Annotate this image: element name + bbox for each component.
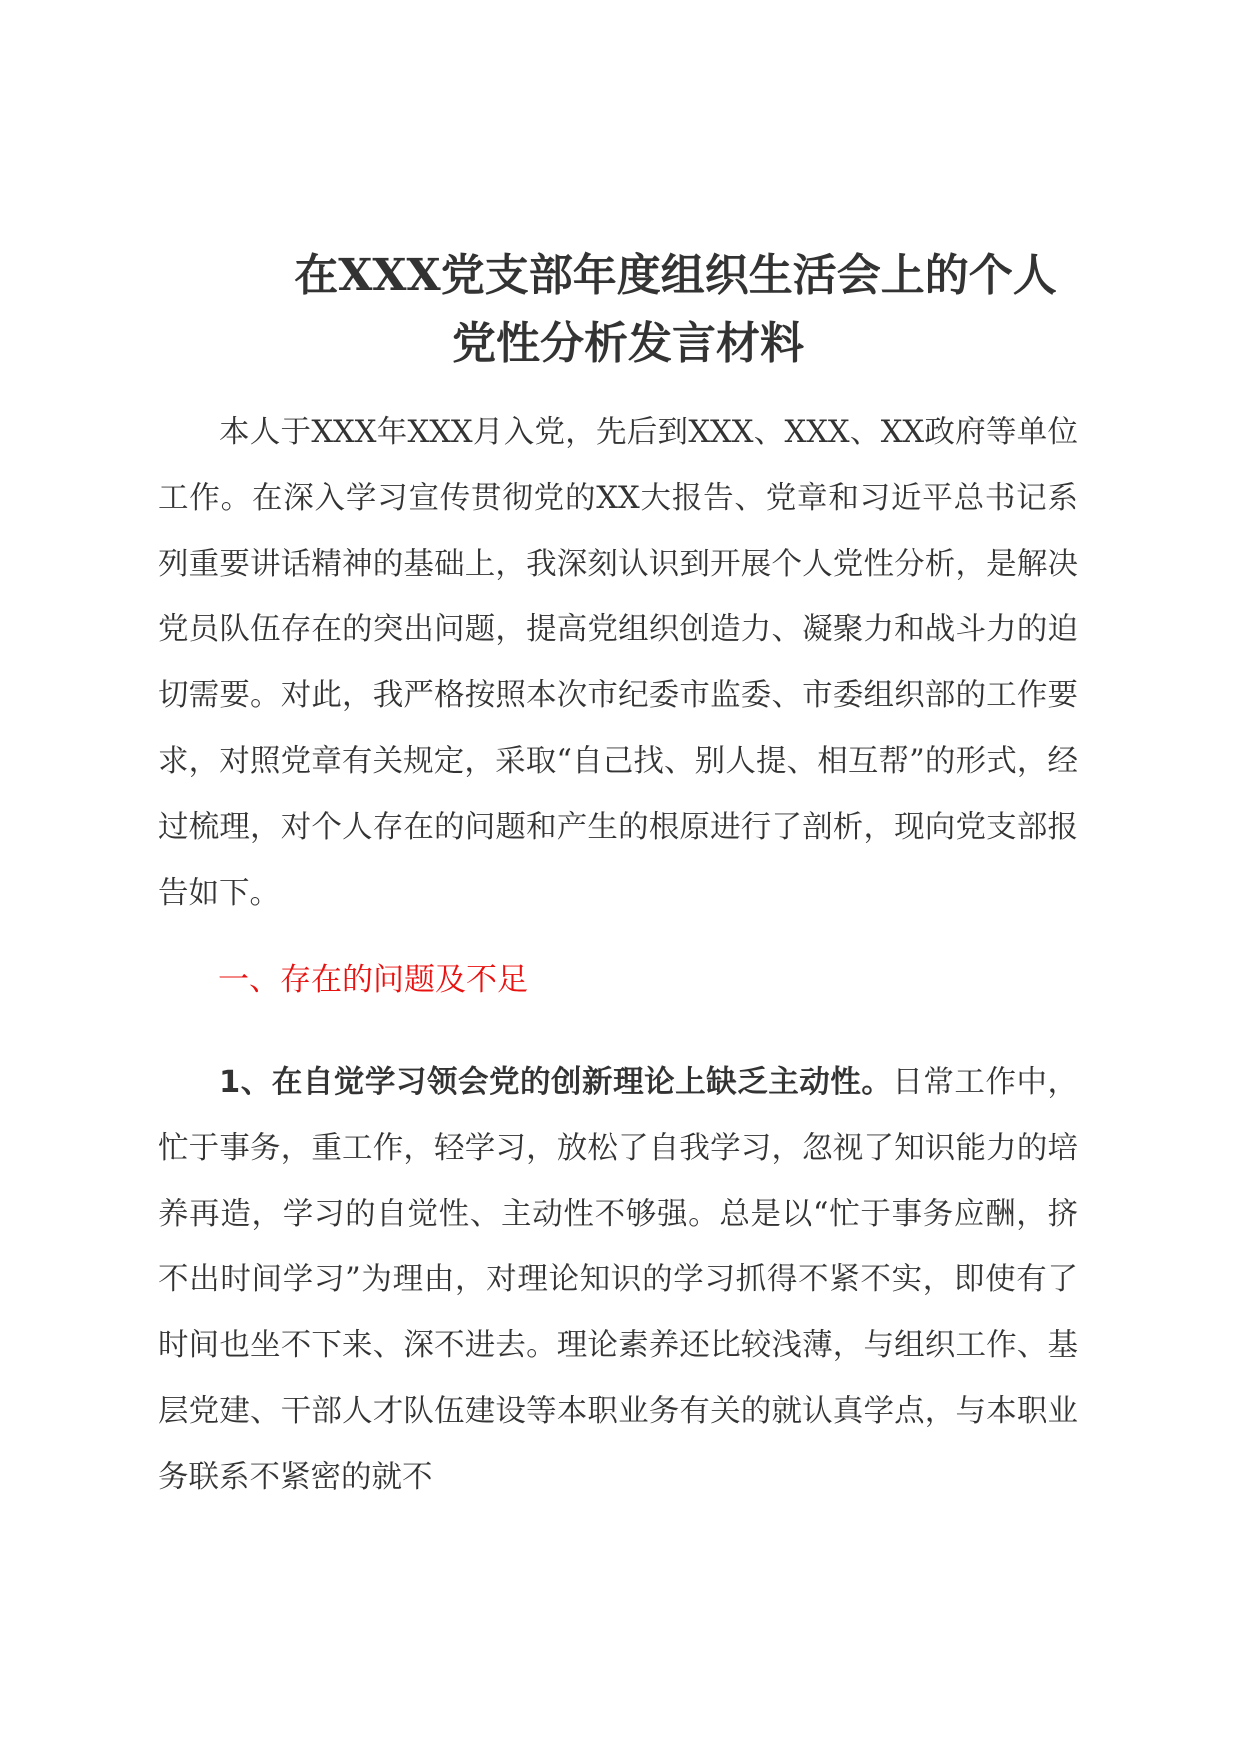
- title-line-2: 党性分析发言材料: [452, 318, 804, 369]
- title-line-1: 在XXX党支部年度组织生活会上的个人: [294, 250, 1057, 301]
- document-title: [158, 242, 1098, 378]
- intro-paragraph: 本人于XXX年XXX月入党，先后到XXX、XXX、XX政府等单位工作。在深入学习宣传贯彻党的XX大报告、党章和习近平总书记系列重要讲话精神的基础上，我深刻认识到开展个人党性分析，是解决党员队伍存在的突出问题，提高党组织创造力、凝聚力和战斗力的迫切需要。对此，我严格按照本次市纪委市监委、市委组织部的工作要求，对照党章有关规定，采取“自己找、别人提、相互帮”的形式，经过梳理，对个人存在的问题和产生的根原进行了剖析，现向党支部报告如下。: [158, 415, 1078, 911]
- item-1-lead: 1、在自觉学习领会党的创新理论上缺乏主动性。: [219, 1065, 893, 1100]
- item-1-paragraph: [158, 1050, 1078, 1590]
- section-heading-problems: 一、存在的问题及不足: [218, 962, 528, 998]
- item-1-body: 日常工作中，忙于事务，重工作，轻学习，放松了自我学习，忽视了知识能力的培养再造，学习的自觉性、主动性不够强。总是以“忙于事务应酬，挤不出时间学习”为理由，对理论知识的学习抓得不紧不实，即使有了时间也坐不下来、深不进去。理论素养还比较浅薄，与组织工作、基层党建、干部人才队伍建设等本职业务有关的就认真学点，与本职业务联系不紧密的就不: [158, 1065, 1079, 1495]
